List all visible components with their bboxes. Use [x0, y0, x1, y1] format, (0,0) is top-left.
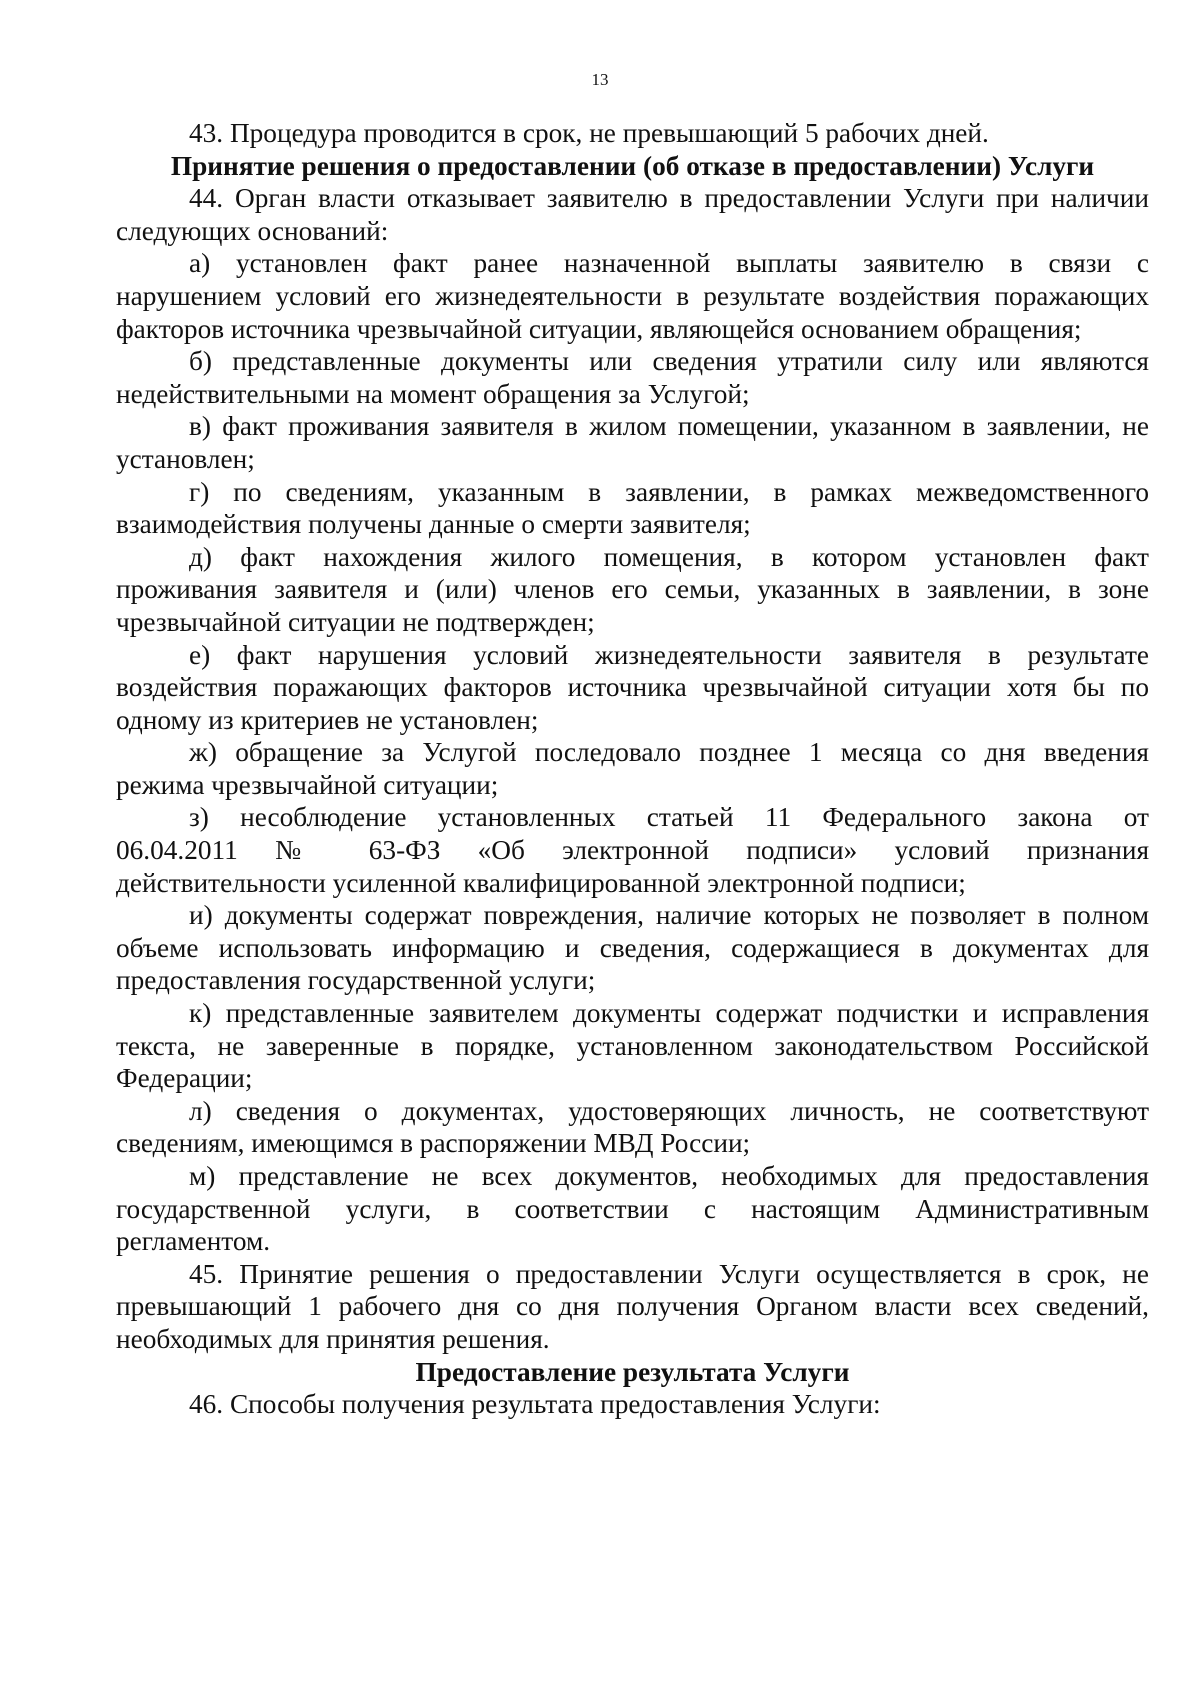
item-a-line-3: факторов источника чрезвычайной ситуации, являющейся основанием обращения;	[116, 313, 1082, 344]
item-m-line-1: м) представление не всех документов, необходимых для предоставления	[189, 1161, 1149, 1191]
paragraph-46: 46. Способы получения результата предоставления Услуги:	[189, 1389, 881, 1420]
item-k-line-1: к) представленные заявителем документы содержат подчистки и исправления	[189, 998, 1149, 1029]
item-e-line-3: одному из критериев не установлен;	[116, 704, 539, 735]
item-d-line-3: чрезвычайной ситуации не подтвержден;	[116, 606, 595, 637]
item-i-line-3: предоставления государственной услуги;	[116, 965, 596, 996]
item-z-line-3: действительности усиленной квалифицированной электронной подписи;	[116, 867, 966, 898]
section-heading-decision: Принятие решения о предоставлении (об отказе в предоставлении) Услуги	[170, 150, 1095, 181]
item-e-line-2: воздействия поражающих факторов источника чрезвычайной ситуации хотя бы по	[116, 672, 1149, 703]
item-g-line-1: г) по сведениям, указанным в заявлении, в рамках межведомственного	[189, 476, 1149, 507]
item-zh-line-1: ж) обращение за Услугой последовало позднее 1 месяца со дня введения	[189, 737, 1149, 768]
item-k-line-3: Федерации;	[116, 1063, 253, 1094]
item-b-line-1: б) представленные документы или сведения утратили силу или являются	[189, 346, 1149, 377]
item-i-line-1: и) документы содержат повреждения, наличие которых не позволяет в полном	[189, 900, 1149, 931]
item-l-line-2: сведениям, имеющимся в распоряжении МВД России;	[116, 1128, 751, 1159]
item-v-line-1: в) факт проживания заявителя в жилом помещении, указанном в заявлении, не	[189, 411, 1149, 442]
page-number: 13	[591, 70, 609, 89]
document-body	[116, 117, 1149, 1421]
item-d-line-2: проживания заявителя и (или) членов его семьи, указанных в заявлении, в зоне	[116, 574, 1149, 605]
item-m-line-2: государственной услуги, в соответствии с настоящим Административным	[116, 1193, 1149, 1224]
item-a-line-1: а) установлен факт ранее назначенной выплаты заявителю в связи с	[189, 248, 1149, 279]
paragraph-43: 43. Процедура проводится в срок, не превышающий 5 рабочих дней.	[189, 118, 989, 148]
item-l-line-1: л) сведения о документах, удостоверяющих личность, не соответствуют	[189, 1095, 1149, 1126]
item-e-line-1: е) факт нарушения условий жизнедеятельности заявителя в результате	[189, 639, 1149, 670]
item-b-line-2: недействительными на момент обращения за Услугой;	[116, 378, 750, 409]
item-g-line-2: взаимодействия получены данные о смерти заявителя;	[116, 509, 751, 540]
item-v-line-2: установлен;	[116, 443, 255, 474]
paragraph-44-line-1: 44. Орган власти отказывает заявителю в предоставлении Услуги при наличии	[189, 183, 1149, 214]
item-z-line-2: 06.04.2011 № 63-ФЗ «Об электронной подписи» условий признания	[116, 835, 1149, 866]
item-i-line-2: объеме использовать информацию и сведения, содержащиеся в документах для	[116, 932, 1149, 963]
item-z-line-1: з) несоблюдение установленных статьей 11 Федерального закона от	[189, 802, 1149, 833]
paragraph-44-line-2: следующих оснований:	[116, 215, 389, 246]
item-zh-line-2: режима чрезвычайной ситуации;	[116, 769, 499, 800]
paragraph-45-line-2: превышающий 1 рабочего дня со дня получения Органом власти всех сведений,	[116, 1291, 1149, 1322]
item-m-line-3: регламентом.	[116, 1226, 271, 1257]
item-k-line-2: текста, не заверенные в порядке, установленном законодательством Российской	[116, 1030, 1149, 1061]
section-heading-result: Предоставление результата Услуги	[415, 1356, 850, 1387]
item-a-line-2: нарушением условий его жизнедеятельности в результате воздействия поражающих	[116, 280, 1149, 311]
paragraph-45-line-1: 45. Принятие решения о предоставлении Услуги осуществляется в срок, не	[189, 1258, 1149, 1289]
item-d-line-1: д) факт нахождения жилого помещения, в котором установлен факт	[189, 541, 1149, 572]
paragraph-45-line-3: необходимых для принятия решения.	[116, 1323, 550, 1354]
